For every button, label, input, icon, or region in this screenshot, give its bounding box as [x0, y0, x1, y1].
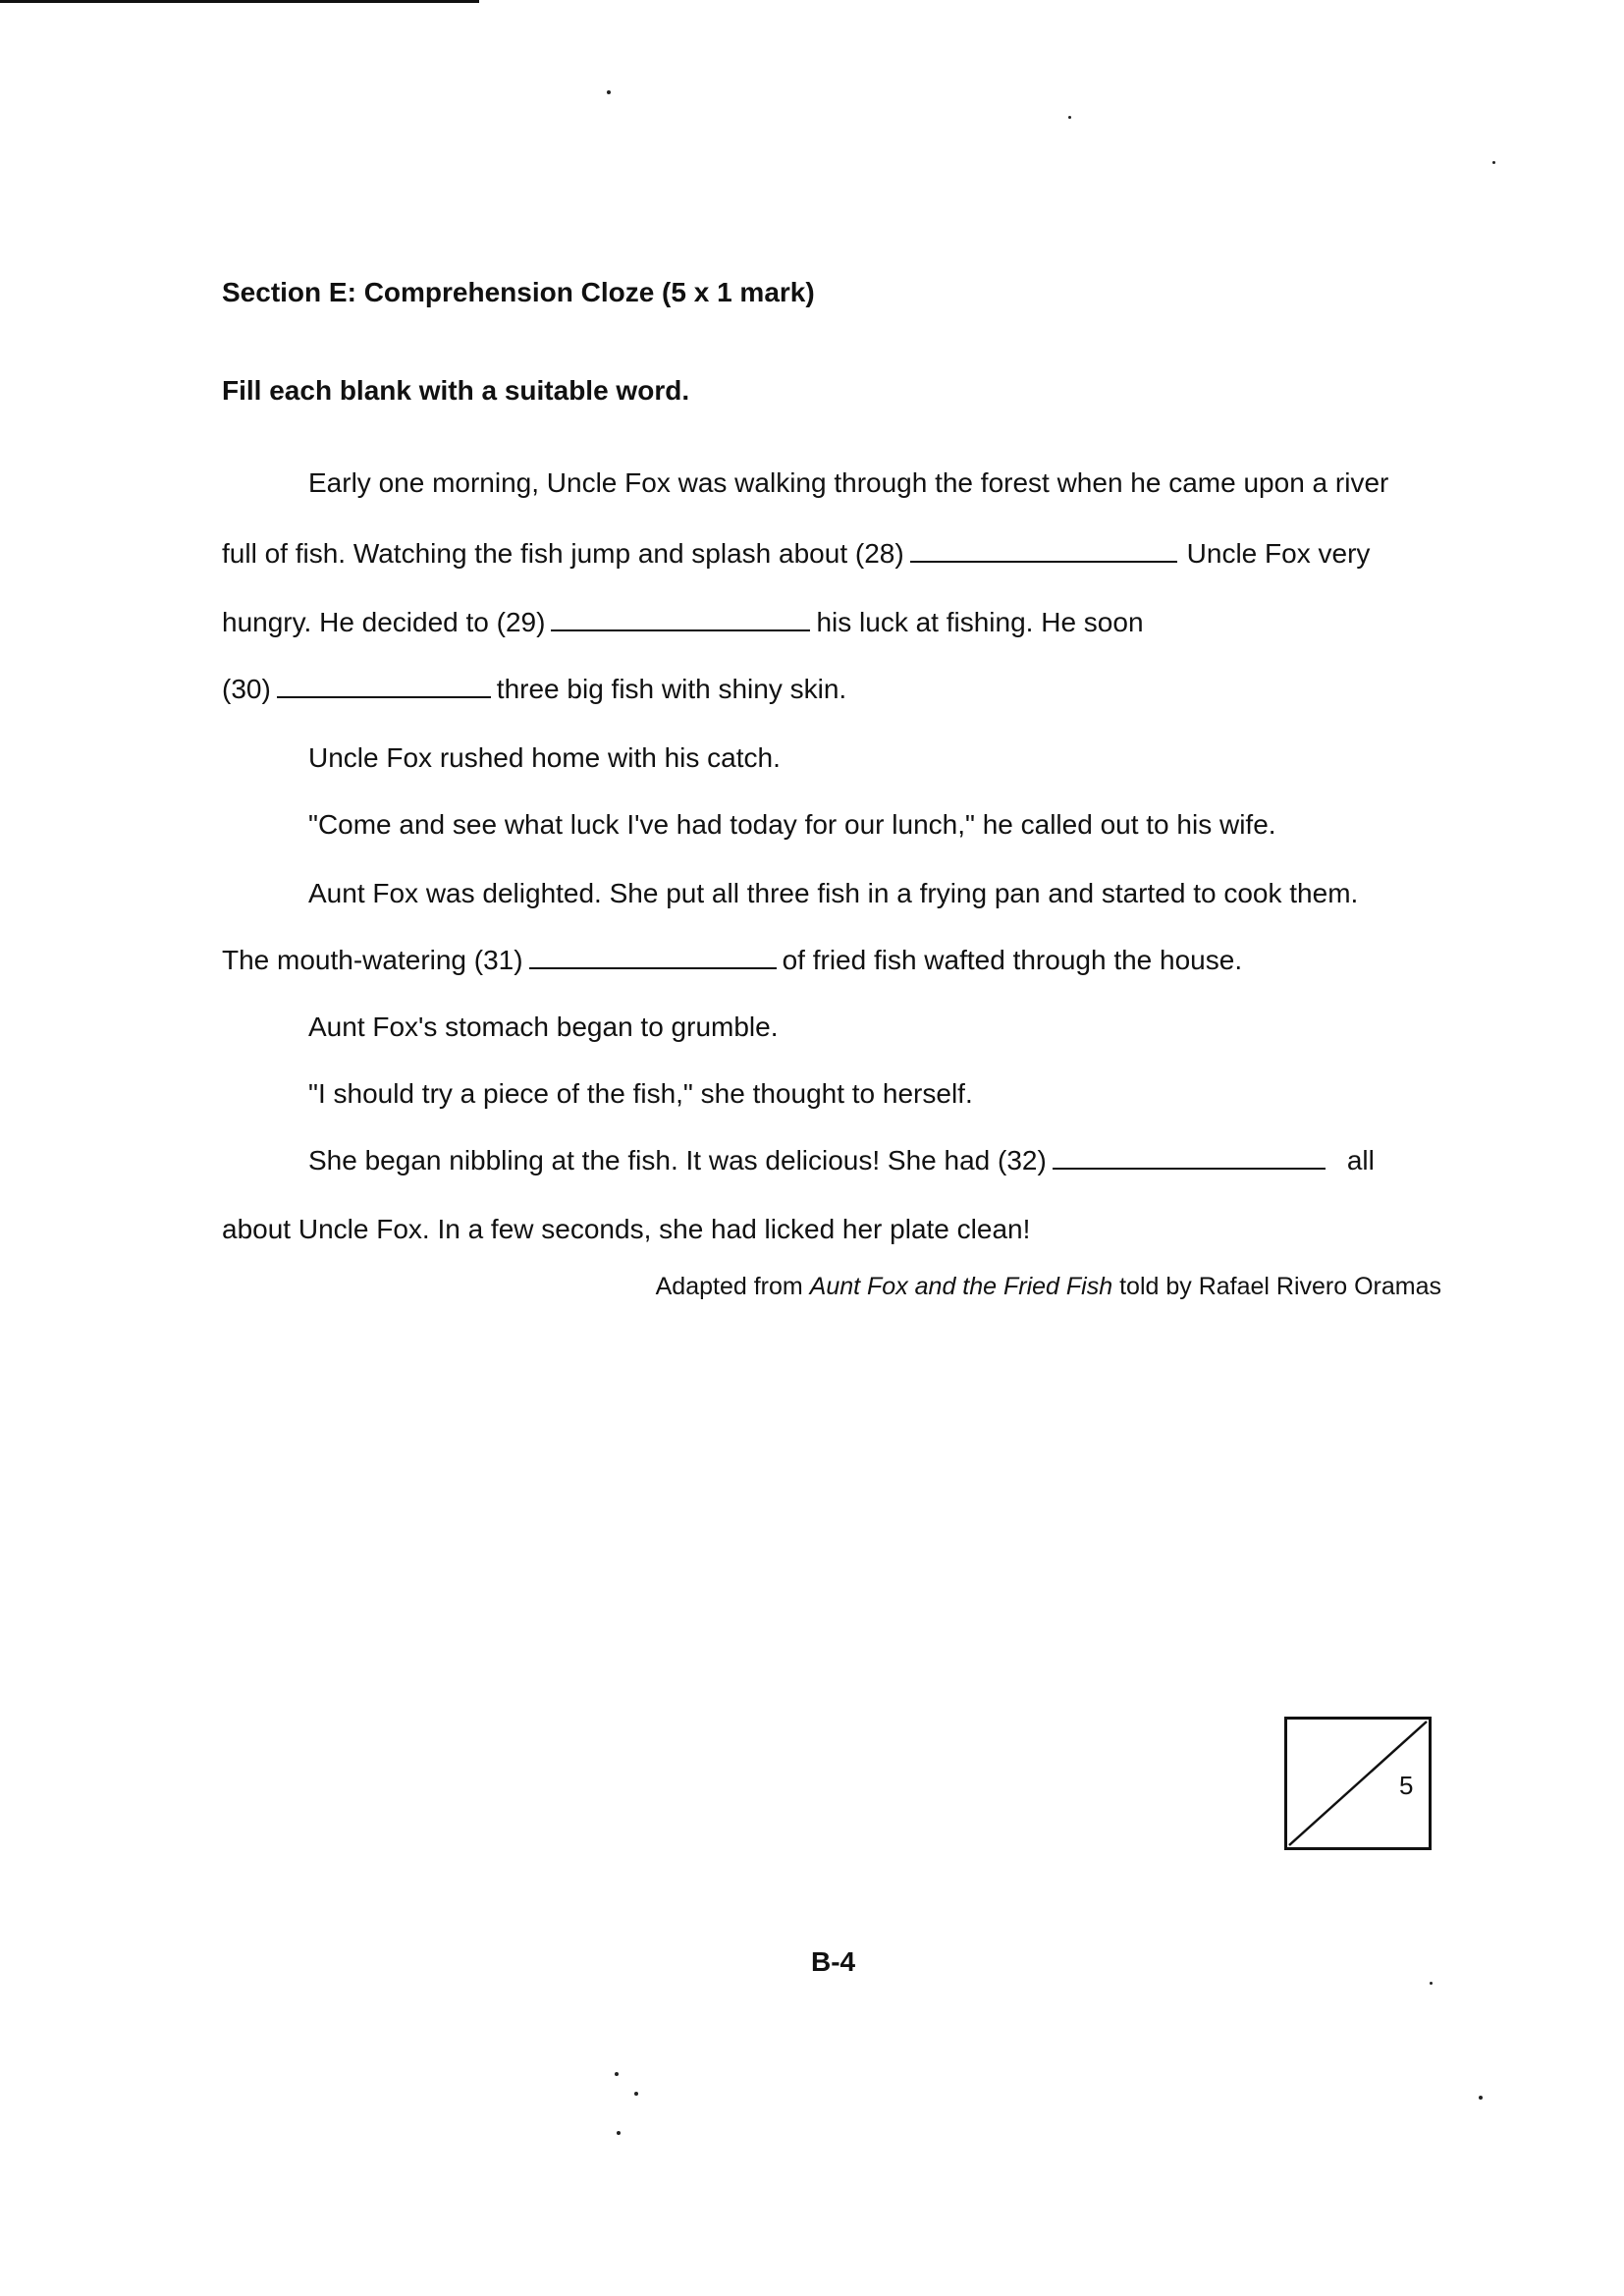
passage-text: three big fish with shiny skin. [496, 674, 847, 704]
top-rule [0, 0, 479, 3]
attribution-title: Aunt Fox and the Fried Fish [809, 1273, 1113, 1300]
passage-line-4 [222, 676, 846, 703]
passage-line-7 [308, 880, 1358, 907]
passage-line-8 [222, 947, 1242, 974]
passage-line-10 [308, 1080, 973, 1108]
passage-text: about Uncle Fox. In a few seconds, she had licked her plate clean! [222, 1214, 1031, 1244]
answer-blank-28[interactable] [910, 560, 1177, 563]
passage-text: Early one morning, Uncle Fox was walking through the forest when he came upon a river [308, 467, 1389, 498]
answer-blank-29[interactable] [551, 629, 810, 631]
passage-line-2 [222, 540, 1370, 568]
passage-text: "Come and see what luck I've had today for our lunch," he called out to his wife. [308, 809, 1276, 840]
passage-text: hungry. He decided to (29) [222, 607, 546, 637]
scan-speck [1068, 116, 1071, 119]
scan-speck [634, 2092, 638, 2096]
passage-line-12 [222, 1216, 1030, 1243]
scan-speck [1430, 1982, 1433, 1985]
passage-text: his luck at fishing. He soon [816, 607, 1144, 637]
attribution-suffix: told by Rafael Rivero Oramas [1119, 1273, 1441, 1300]
passage-text: She began nibbling at the fish. It was delicious! She had (32) [308, 1145, 1047, 1175]
scan-speck [617, 2131, 621, 2135]
passage-line-11 [308, 1147, 1375, 1175]
passage-line-5 [308, 744, 781, 772]
instruction: Fill each blank with a suitable word. [222, 375, 690, 406]
passage-line-1 [308, 469, 1388, 497]
passage-text: Aunt Fox's stomach began to grumble. [308, 1011, 779, 1042]
answer-blank-31[interactable] [529, 966, 777, 969]
passage-line-9 [308, 1013, 779, 1041]
section-title: Section E: Comprehension Cloze (5 x 1 mark) [222, 277, 815, 307]
passage-text: (30) [222, 674, 271, 704]
attribution-prefix: Adapted from [655, 1273, 803, 1300]
score-total: 5 [1399, 1771, 1414, 1800]
scan-speck [1479, 2096, 1483, 2100]
passage-line-3 [222, 609, 1144, 636]
passage-text: Aunt Fox was delighted. She put all three fish in a frying pan and started to cook them. [308, 878, 1359, 908]
answer-blank-30[interactable] [277, 695, 491, 698]
scan-speck [615, 2072, 619, 2076]
passage-text: "I should try a piece of the fish," she thought to herself. [308, 1078, 973, 1109]
passage-text: all [1346, 1145, 1375, 1175]
score-box [1284, 1717, 1432, 1850]
passage-text: of fried fish wafted through the house. [782, 945, 1243, 975]
passage-text: Uncle Fox rushed home with his catch. [308, 742, 781, 773]
attribution [656, 1273, 1441, 1301]
passage-text: Uncle Fox very [1186, 538, 1371, 569]
passage-text: full of fish. Watching the fish jump and splash about (28) [222, 538, 904, 569]
answer-blank-32[interactable] [1053, 1167, 1326, 1170]
page-number: B-4 [811, 1946, 856, 1977]
passage-line-6 [308, 811, 1276, 839]
passage-text: The mouth-watering (31) [222, 945, 523, 975]
scan-speck [607, 90, 611, 94]
scan-speck [1492, 161, 1495, 164]
